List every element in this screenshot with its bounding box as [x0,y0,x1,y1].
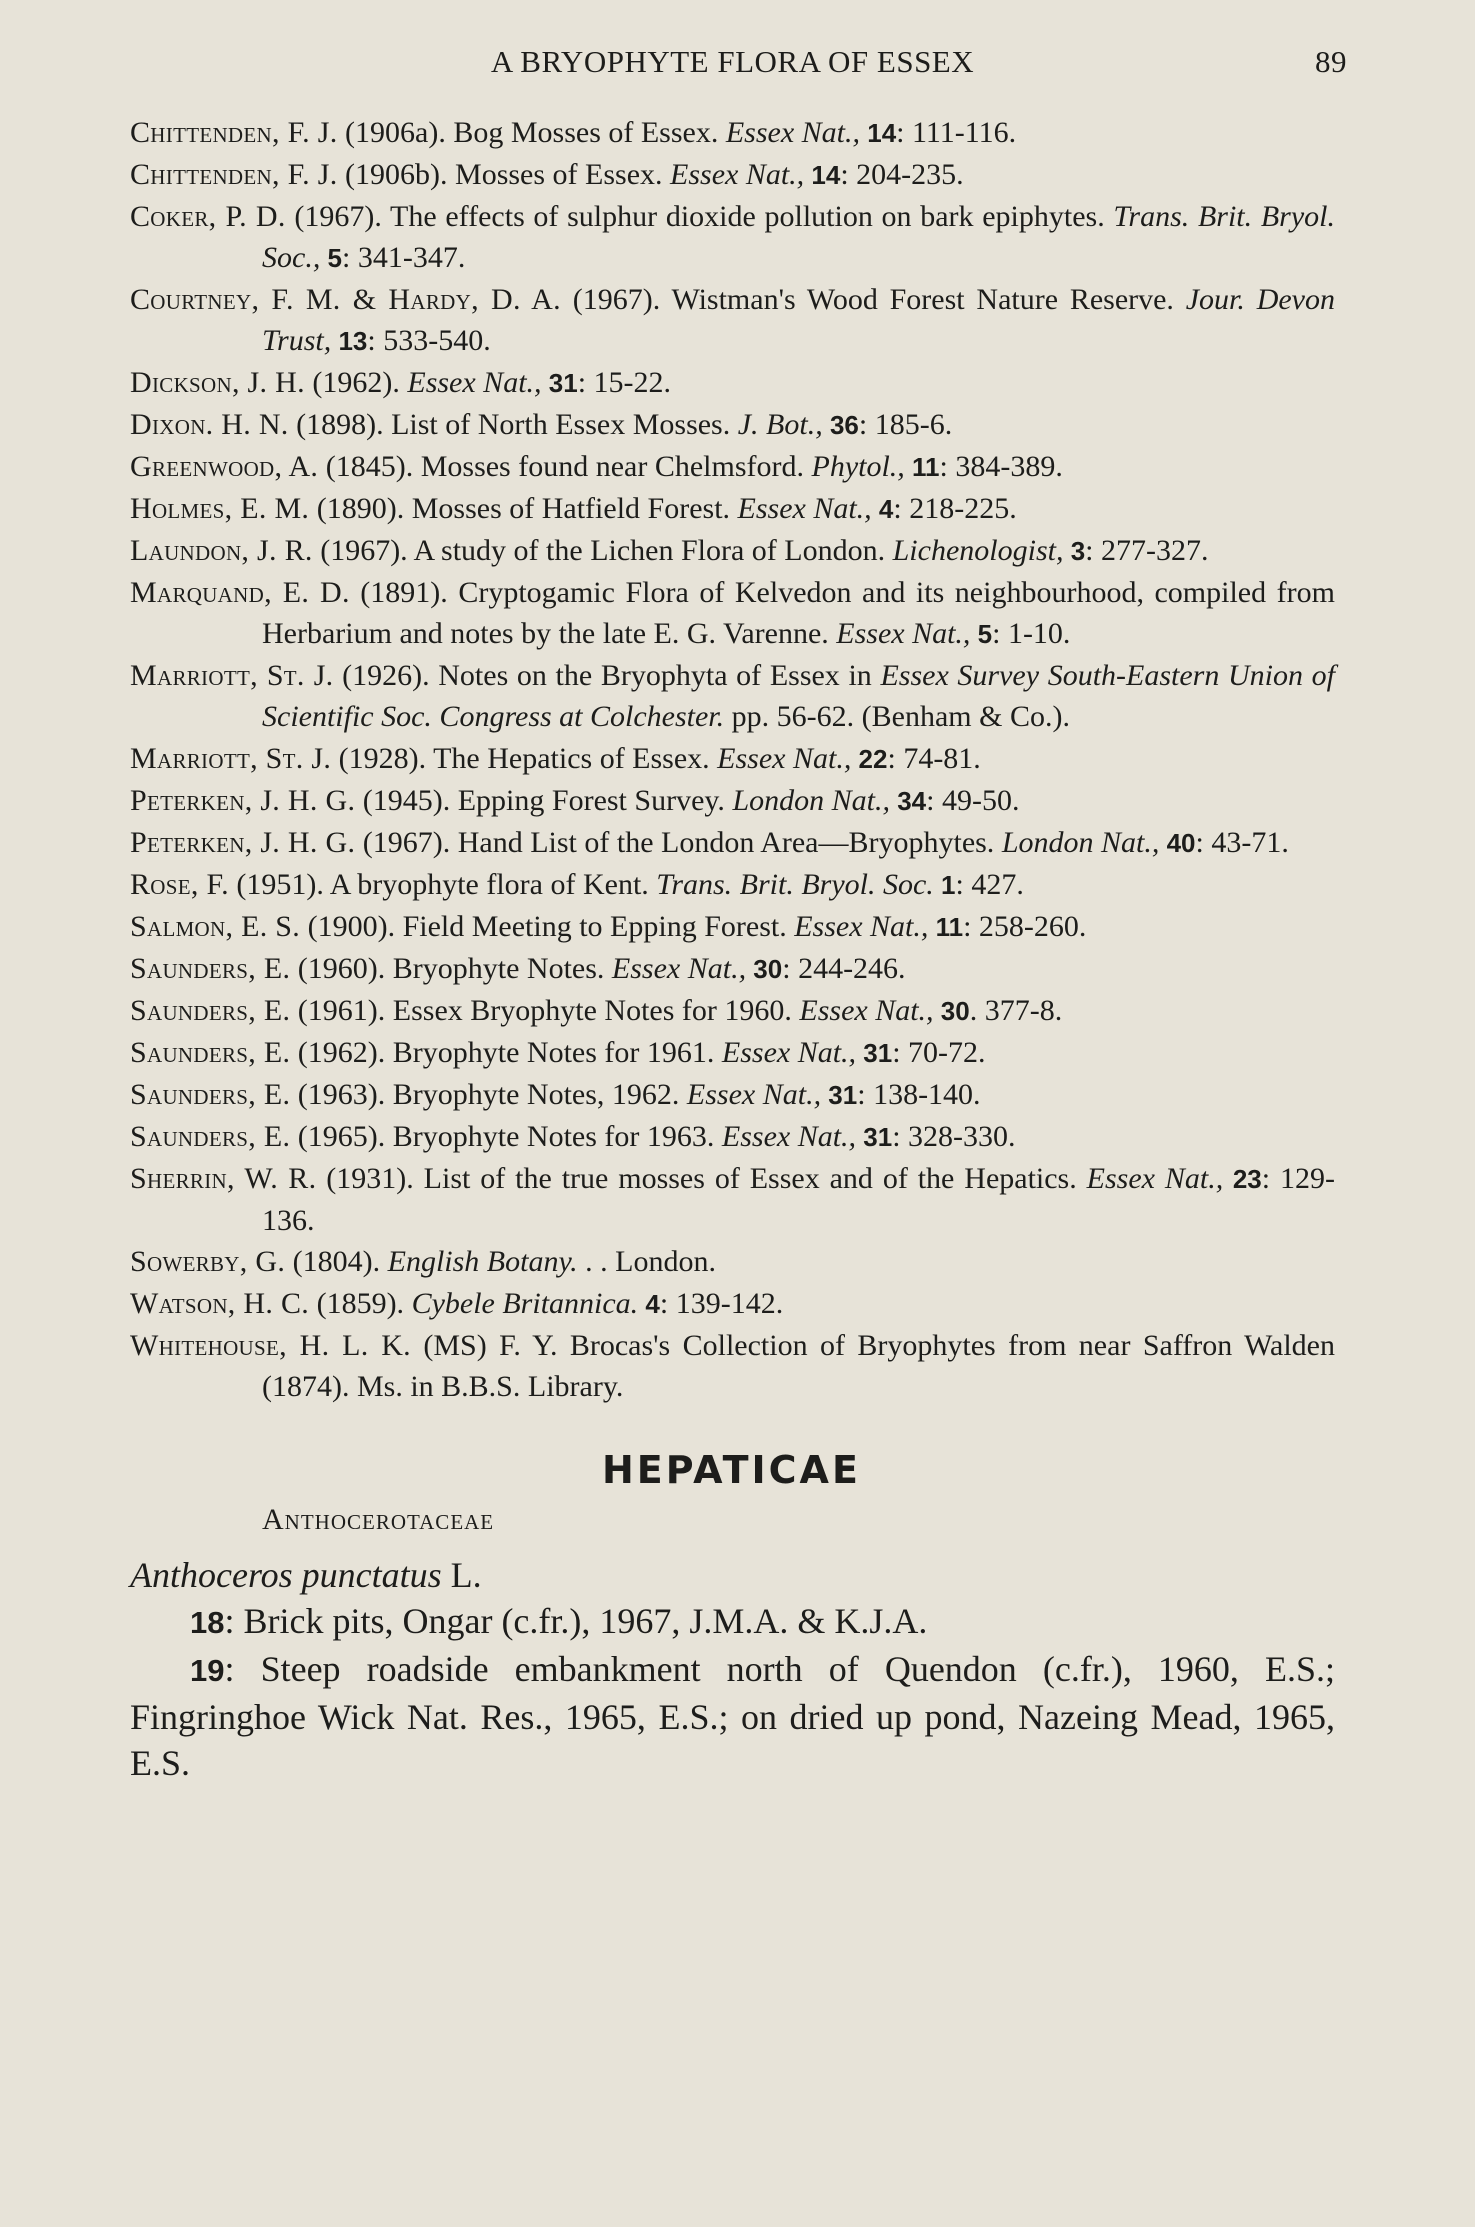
reference-entry [130,1074,1335,1116]
reference-volume: 22 [851,744,888,774]
reference-entry [130,1158,1335,1241]
reference-entry [130,446,1335,488]
reference-journal: Essex Nat., [670,158,805,191]
reference-volume: 14 [860,118,897,148]
reference-volume: 4 [638,1289,660,1319]
reference-pages: : 15-22. [577,366,672,399]
reference-text: (1967). A study of the Lichen Flora of London. [312,534,893,567]
reference-volume: 11 [928,912,964,942]
reference-volume: 31 [856,1122,893,1152]
reference-entry [130,196,1335,279]
reference-author: Saunders, E. [130,952,291,985]
reference-volume: 5 [320,243,343,273]
reference-journal: Cybele Britannica. [411,1287,639,1320]
reference-pages: : 49-50. [926,784,1020,817]
reference-pages: : 328-330. [892,1120,1016,1153]
reference-author: Sherrin, W. R. [130,1162,317,1195]
reference-author: Peterken, J. H. G. [130,784,356,817]
reference-text: (1961). Essex Bryophyte Notes for 1960. [290,994,800,1027]
running-title: A BRYOPHYTE FLORA OF ESSEX [490,44,975,79]
reference-journal: Essex Nat., [686,1078,822,1111]
reference-volume: 23 [1223,1164,1262,1194]
reference-entry [130,154,1335,196]
locality-record [130,1646,1335,1786]
species-binomial: Anthoceros punctatus [130,1555,442,1595]
vice-county-number: 19 [190,1653,225,1688]
reference-journal: Essex Nat., [407,366,542,399]
reference-text: (1859). [309,1287,412,1320]
page-number: 89 [1315,44,1347,79]
reference-author: Coker, P. D. [130,200,286,233]
reference-journal: Essex Survey South-Eastern Union of Scientific Soc. Congress at Colchester. [262,659,1335,733]
reference-journal: Essex Nat., [611,952,747,985]
reference-author: Saunders, E. [130,1036,291,1069]
reference-pages: : 111-116. [896,116,1017,149]
reference-author: Dixon. H. N. [130,408,289,441]
record-list [130,1598,1335,1786]
reference-text: (1967). Hand List of the London Area—Bryophytes. [355,826,1002,859]
reference-pages: : 384-389. [939,450,1063,483]
reference-author: Marriott, St. J. [130,659,334,692]
section-heading: HEPATICAE [602,1448,861,1492]
reference-text: (1845). Mosses found near Chelmsford. [318,450,812,483]
reference-entry [130,1241,1335,1283]
reference-pages: : 1-10. [992,617,1071,650]
reference-volume: 36 [822,410,859,440]
reference-author: Courtney, F. M. & Hardy, D. A. [130,283,561,316]
reference-pages: . . London. [577,1245,716,1278]
reference-text: (1928). The Hepatics of Essex. [331,742,718,775]
reference-text: (1891). Cryptogamic Flora of Kelvedon and its neighbourhood, compiled from Herbarium and notes by the late E. G. Varenne. [262,576,1335,650]
reference-journal: London Nat., [732,784,890,817]
reference-journal: Essex Nat., [836,617,971,650]
reference-entry [130,1116,1335,1158]
reference-volume: 3 [1063,536,1086,566]
reference-pages: : 258-260. [963,910,1087,943]
reference-journal: London Nat., [1001,826,1160,859]
reference-text: (1931). List of the true mosses of Essex and of the Hepatics. [316,1162,1087,1195]
reference-volume: 14 [804,160,841,190]
reference-author: Marquand, E. D. [130,576,350,609]
reference-entry [130,738,1335,780]
reference-text: (1926). Notes on the Bryophyta of Essex in [333,659,881,692]
reference-text: (1906b). Mosses of Essex. [337,158,671,191]
reference-journal: Phytol., [811,450,905,483]
reference-volume: 34 [889,786,927,816]
reference-pages: : 204-235. [840,158,964,191]
reference-text: (1890). Mosses of Hatfield Forest. [309,492,738,525]
reference-entry [130,530,1335,572]
reference-pages: : 74-81. [887,742,981,775]
running-header [130,36,1347,88]
reference-pages: : 341-347. [342,241,466,274]
reference-entry [130,1283,1335,1325]
reference-journal: Essex Nat., [721,1120,857,1153]
reference-author: Rose, F. [130,868,229,901]
record-text: : Brick pits, Ongar (c.fr.), 1967, J.M.A. & K.J.A. [224,1601,928,1641]
reference-author: Laundon, J. R. [130,534,313,567]
reference-author: Whitehouse, H. L. K. [130,1329,411,1362]
family-heading: Anthocerotaceae [262,1503,495,1536]
reference-text: (1962). [304,366,408,399]
reference-entry [130,279,1335,362]
reference-journal: Essex Nat., [717,742,852,775]
reference-volume: 31 [856,1038,893,1068]
reference-volume: 11 [904,452,940,482]
reference-pages: : 218-225. [893,492,1017,525]
reference-pages: : 139-142. [659,1287,784,1320]
reference-journal: Essex Nat., [794,910,929,943]
reference-entry [130,822,1335,864]
reference-entry [130,362,1335,404]
reference-entry [130,655,1335,738]
reference-journal: Essex Nat., [721,1036,857,1069]
reference-pages: . 377-8. [969,994,1063,1027]
reference-entry [130,1032,1335,1074]
reference-text: (1967). The effects of sulphur dioxide pollution on bark epiphytes. [285,200,1114,233]
vice-county-number: 18 [190,1605,225,1640]
reference-journal: Jour. Devon Trust, [262,283,1335,357]
reference-entry [130,906,1335,948]
reference-pages: : 533-540. [367,324,491,357]
reference-volume: 30 [746,954,783,984]
reference-author: Dickson, J. H. [130,366,305,399]
reference-volume: 5 [970,619,993,649]
reference-pages: : 427. [955,868,1024,901]
reference-pages: : 70-72. [892,1036,986,1069]
reference-list [130,112,1335,1408]
reference-author: Chittenden, F. J. [130,116,338,149]
reference-pages: : 43-71. [1195,826,1289,859]
reference-journal: J. Bot., [737,408,823,441]
reference-journal: Lichenologist, [892,534,1064,567]
reference-pages: pp. 56-62. (Benham & Co.). [724,700,1070,733]
reference-author: Marriott, St. J. [130,742,332,775]
reference-author: Watson, H. C. [130,1287,310,1320]
reference-volume: 31 [821,1080,858,1110]
reference-pages: : 185-6. [858,408,953,441]
reference-journal: Essex Nat., [799,994,934,1027]
reference-pages: : 129-136. [262,1162,1335,1237]
reference-text: (1906a). Bog Mosses of Essex. [337,116,726,149]
reference-journal: Essex Nat., [725,116,861,149]
reference-text: (1963). Bryophyte Notes, 1962. [290,1078,687,1111]
reference-text: (1960). Bryophyte Notes. [290,952,612,985]
reference-text: (MS) F. Y. Brocas's Collection of Bryophytes from near Saffron Walden (1874). Ms. in B.B.S. Library. [262,1329,1335,1403]
reference-text: (1965). Bryophyte Notes for 1963. [290,1120,722,1153]
reference-author: Chittenden, F. J. [130,158,338,191]
reference-author: Peterken, J. H. G. [130,826,356,859]
reference-volume: 30 [933,996,970,1026]
reference-text: (1945). Epping Forest Survey. [355,784,733,817]
reference-entry [130,404,1335,446]
reference-volume: 13 [331,326,368,356]
species-name: Anthoceros punctatus L. [130,1555,482,1595]
reference-author: Holmes, E. M. [130,492,310,525]
reference-text: (1951). A bryophyte flora of Kent. [228,868,657,901]
reference-entry [130,864,1335,906]
reference-author: Salmon, E. S. [130,910,301,943]
reference-entry [130,948,1335,990]
reference-entry [130,488,1335,530]
reference-journal: English Botany. [387,1245,578,1278]
reference-text: (1967). Wistman's Wood Forest Nature Reserve. [560,283,1186,316]
reference-text: (1900). Field Meeting to Epping Forest. [300,910,795,943]
reference-journal: Trans. Brit. Bryol. Soc. [656,868,934,901]
reference-author: Greenwood, A. [130,450,319,483]
reference-author: Sowerby, G. [130,1245,286,1278]
reference-entry [130,1325,1335,1408]
reference-volume: 31 [541,368,578,398]
reference-text: (1898). List of North Essex Mosses. [288,408,738,441]
reference-pages: : 244-246. [782,952,906,985]
reference-pages: : 277-327. [1085,534,1209,567]
reference-volume: 1 [933,870,956,900]
reference-entry [130,572,1335,655]
reference-volume: 4 [871,494,894,524]
reference-journal: Essex Nat., [737,492,872,525]
locality-record [130,1598,1335,1646]
reference-entry [130,990,1335,1032]
reference-entry [130,780,1335,822]
reference-journal: Essex Nat., [1086,1162,1224,1195]
reference-author: Saunders, E. [130,1078,291,1111]
reference-pages: : 138-140. [857,1078,981,1111]
reference-author: Saunders, E. [130,994,291,1027]
reference-text: (1804). [285,1245,388,1278]
reference-journal: Trans. Brit. Bryol. Soc., [262,200,1335,274]
reference-text: (1962). Bryophyte Notes for 1961. [290,1036,722,1069]
reference-entry [130,112,1335,154]
record-text: : Steep roadside embankment north of Quendon (c.fr.), 1960, E.S.; Fingringhoe Wick Nat. Res., 1965, E.S.; on dried up pond, Nazeing Mead, 1965, E.S. [130,1649,1335,1783]
page [130,36,1347,1786]
reference-volume: 40 [1159,828,1196,858]
reference-author: Saunders, E. [130,1120,291,1153]
